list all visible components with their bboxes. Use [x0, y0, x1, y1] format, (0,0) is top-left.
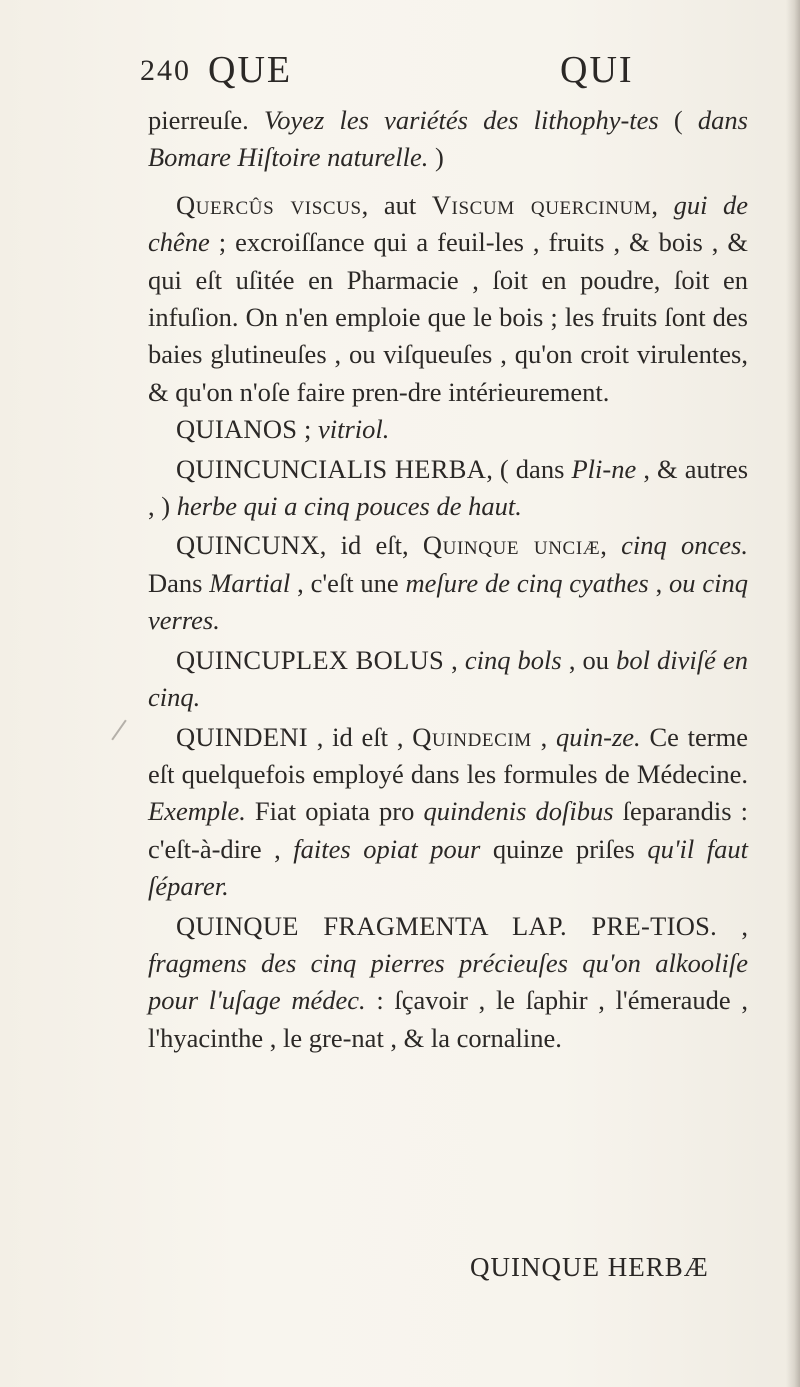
entry-headword: QUINCUNX	[176, 530, 320, 561]
header-left-word: QUE	[208, 49, 293, 91]
entry-quercus-viscus: Quercûs viscus, aut Viscum quercinum, gui de chêne ; excroiſſance qui a feuil-les , fruits , & bois , & qui eſt uſitée en Pharmacie , ſoit en poudre, ſoit en infuſion. On n'en emploie que le bois ; les fruits ſont des baies glutineuſes , ou viſqueuſes , qu'on croit virulentes, & qu'on n'oſe faire pren-dre intérieurement.	[148, 189, 749, 407]
entry-headword: QUINDENI	[176, 721, 308, 752]
entry-headword: QUINCUPLEX BOLUS	[176, 644, 445, 675]
entry-headword: QUIANOS	[176, 414, 298, 445]
page-number: 240	[140, 54, 191, 87]
entry-quindeni: QUINDENI , id eſt , Quindecim , quin-ze. Ce terme eſt quelquefois employé dans les formules de Médecine. Exemple. Fiat opiata pro quindenis doſibus ſeparandis : c'eſt-à-dire , faites opiat pour quinze priſes qu'il faut ſéparer.	[148, 721, 749, 902]
entry-quincunx: QUINCUNX, id eſt, Quinque unciæ, cinq onces. Dans Martial , c'eſt une meſure de cinq cyathes , ou cinq verres.	[148, 530, 748, 636]
catchword: QUINQUE HERBÆ	[470, 1252, 709, 1282]
entry-quinque-fragmenta: QUINQUE FRAGMENTA LAP. PRE-TIOS. , fragmens des cinq pierres précieuſes qu'on alkooliſe pour l'uſage médec. : ſçavoir , le ſaphir , l'émeraude , l'hyacinthe , le gre-nat , & la cornaline.	[148, 910, 748, 1053]
entry-quincuplex-bolus: QUINCUPLEX BOLUS , cinq bols , ou bol diviſé en cinq.	[148, 644, 748, 713]
entry-headword: QUINCUNCIALIS HERBA	[176, 453, 487, 484]
page-edge-shadow	[786, 0, 800, 1387]
margin-pen-mark	[111, 720, 126, 741]
entry-continuation: pierreuſe. Voyez les variétés des lithophy-tes ( dans Bomare Hiſtoire naturelle. )	[148, 105, 748, 173]
entry-quianos: QUIANOS ; vitriol.	[176, 414, 390, 445]
entry-quincuncialis-herba: QUINCUNCIALIS HERBA, ( dans Pli-ne , & autres , ) herbe qui a cinq pouces de haut.	[148, 453, 749, 522]
entry-headword: Quercûs viscus	[176, 189, 362, 220]
page-body	[148, 102, 748, 1057]
header-right-word: QUI	[560, 49, 634, 91]
running-header	[140, 48, 660, 98]
entry-headword: QUINQUE FRAGMENTA LAP. PRE-TIOS.	[176, 910, 718, 941]
